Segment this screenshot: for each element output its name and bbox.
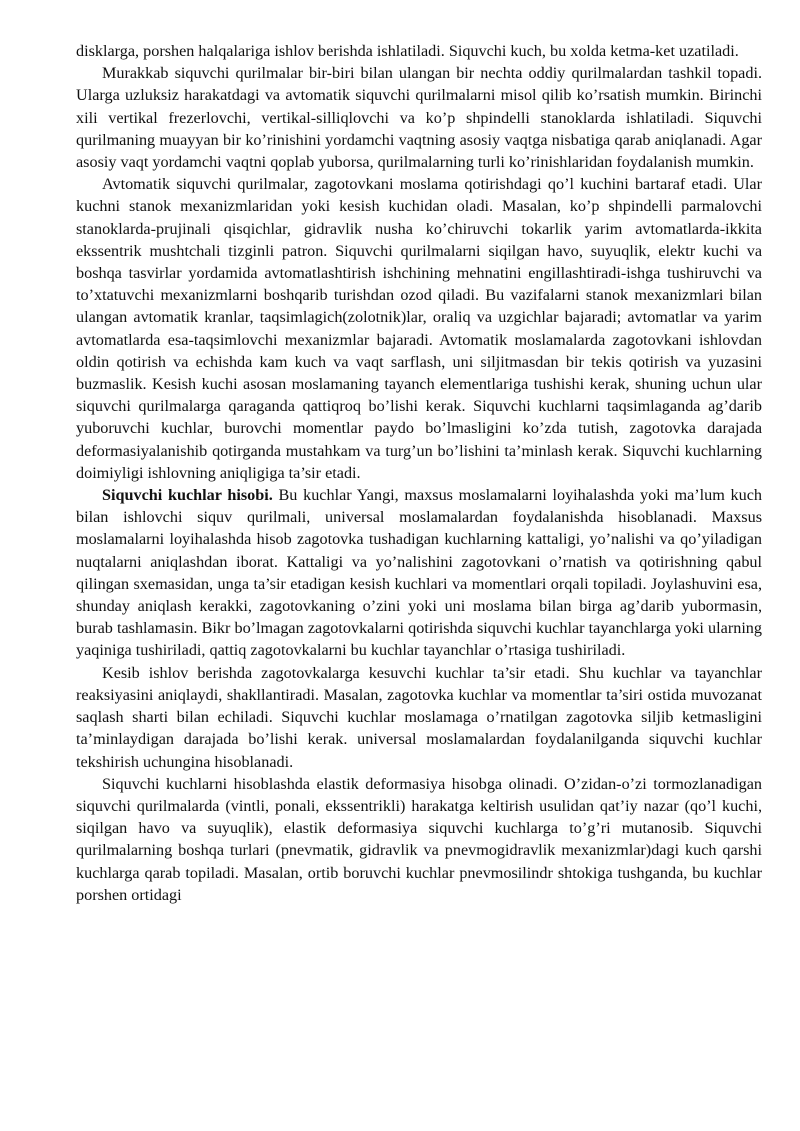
paragraph-complex-clamping [76,62,762,173]
paragraph-text: disklarga, porshen halqalariga ishlov berishda ishlatiladi. Siquvchi kuch, bu xolda ketma-ket uzatiladi. [76,42,739,60]
paragraph-cutting-forces [76,662,762,773]
paragraph-elastic-deformation [76,773,762,906]
paragraph-continuation [76,40,762,62]
paragraph-clamping-force-calculation [76,484,762,662]
paragraph-text: Kesib ishlov berishda zagotovkalarga kesuvchi kuchlar ta’sir etadi. Shu kuchlar va tayanchlar reaksiyasini aniqlaydi, shakllantiradi. Masalan, zagotovka kuchlar va momentlar ta’siri ostida muvozanat saqlash sharti bilan echiladi. Siquvchi kuchlar moslamaga o’rnatilgan zagotovka siljib ketmasligini ta’minlaydigan darajada bo’lishi kerak. universal moslamalardan foydalanilganda siquvchi kuchlar tekshirish uchungina hisoblanadi. [76,663,762,771]
paragraph-text: Murakkab siquvchi qurilmalar bir-biri bilan ulangan bir nechta oddiy qurilmalardan tashkil topadi. Ularga uzluksiz harakatdagi va avtomatik siquvchi qurilmalarni misol qilib ko’rsatish mumkin. Birinchi xili vertikal frezerlovchi, vertikal-silliqlovchi va ko’p shpindelli stanoklarda ishlatiladi. Siquvchi qurilmaning muayyan bir ko’rinishini yordamchi vaqtning asosiy vaqtga nisbatiga qarab aniqlanadi. Agar asosiy vaqt yordamchi vaqtni qoplab yuborsa, qurilmalarning turli ko’rinishlaridan foydalanish mumkin. [76,64,762,172]
paragraph-text: Bu kuchlar Yangi, maxsus moslamalarni loyihalashda yoki ma’lum kuch bilan ishlovchi siquv qurilmali, universal moslamalardan foydalanishda hisoblanadi. Maxsus moslamalarni loyihalashda hisob zagotovka tushadigan kuchlarning kattaligi, yo’nalishi va qo’yiladigan nuqtalarni aniqlashdan iborat. Kattaligi va yo’nalishini zagotovkani o’rnatish va qotirishning qabul qilingan sxemasidan, unga ta’sir etadigan kesish kuchlari va momentlari orqali topiladi. Joylashuvini esa, shunday aniqlash kerakki, zagotovkaning o’zini yoki uni moslama bilan birga ag’darib yubormasin, burab tashlamasin. Bikr bo’lmagan zagotovkalarni qotirishda siquvchi kuchlar tayanchlarga yoki ularning yaqiniga tushiriladi, qattiq zagotovkalarni bu kuchlar tayanchlar o’rtasiga tushiriladi. [76,486,762,660]
section-heading: Siquvchi kuchlar hisobi. [102,486,273,505]
paragraph-text: Siquvchi kuchlarni hisoblashda elastik deformasiya hisobga olinadi. O’zidan-o’zi tormozlanadigan siquvchi qurilmalarda (vintli, ponali, ekssentrikli) harakatga keltirish usulidan qat’iy nazar (qo’l kuchi, siqilgan havo va suyuqlik), elastik deformasiya siquvchi kuchlarga to’g’ri mutanosib. Siquvchi qurilmalarning boshqa turlari (pnevmatik, gidravlik va pnevmogidravlik mexanizmlar)dagi kuch qarshi kuchlarga qarab topiladi. Masalan, ortib boruvchi kuchlar pnevmosilindr shtokiga tushganda, bu kuchlar porshen ortidagi [76,774,762,904]
paragraph-automatic-clamping [76,173,762,484]
paragraph-text: Avtomatik siquvchi qurilmalar, zagotovkani moslama qotirishdagi qo’l kuchini bartaraf etadi. Ular kuchni stanok mexanizmlaridan yoki kesish kuchidan oladi. Masalan, ko’p shpindelli parmalovchi stanoklarda-prujinali qisqichlar, gidravlik nusha ko’chiruvchi tokarlik yarim avtomatlarda-ikkita ekssentrik mushtchali tizginli patron. Siquvchi qurilmalarni siqilgan havo, suyuqlik, elektr kuchi va boshqa tasvirlar yordamida avtomatlashtirish ishchining mehnatini engillashtiradi-ishga tushiruvchi va to’xtatuvchi mexanizmlarni boshqarib turishdan ozod qiladi. Bu vazifalarni stanok mexanizmlari bilan ulangan avtomatik kranlar, taqsimlagich(zolotnik)lar, oraliq va uzgichlar bajaradi; avtomatlar va yarim avtomatlarda esa-taqsimlovchi mexanizmlar bajaradi. Avtomatik moslamalarda zagotovkani ishlovdan oldin qotirish va echishda kam kuch va vaqt sarflash, uni siljitmasdan bir tekis qotirish va yuzasini buzmaslik. Kesish kuchi asosan moslamaning tayanch elementlariga tushishi kerak, shuning uchun ular siquvchi qurilmalarga qaraganda qattiqroq bo’lishi kerak. Siquvchi kuchlarni taqsimlaganda ag’darib yuboruvchi kuchlar, burovchi momentlar paydo bo’lmasligini ko’zda tutish, zagotovka darajada deformasiyalanishib qotirganda mustahkam va turg’un bo’lishini ta’minlash kerak. Siquvchi kuchlarning doimiyligi ishlovning aniqligiga ta’sir etadi. [76,175,762,482]
document-page [76,40,762,906]
